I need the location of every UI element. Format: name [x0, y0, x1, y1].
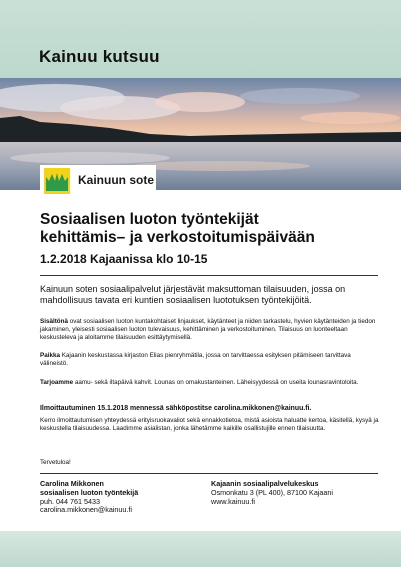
location-paragraph — [40, 352, 380, 368]
details-paragraph: Kerro ilmoittautumisen yhteydessä erityisruokavaliot sekä ennakkotietoa, mistä asioista haluatte kertoa, käsitellä, kysyä ja keskustella tilaisuudessa. Laadimme asialistan, jonka lähetämme kaikille osallistujille ennen tilaisuutta. — [40, 417, 379, 433]
location-label: Paikka — [40, 352, 60, 359]
content-paragraph — [40, 318, 380, 343]
contact-email: carolina.mikkonen@kainuu.fi — [40, 505, 132, 515]
header-band — [0, 0, 401, 78]
event-title — [40, 211, 380, 247]
contact-role: sosiaalisen luoton työntekijä — [40, 487, 139, 497]
event-title-line2: kehittämis– ja verkostoitumispäivään — [40, 229, 315, 246]
offer-label: Tarjoamme — [40, 379, 74, 386]
event-date: 1.2.2018 Kajaanissa klo 10-15 — [40, 252, 208, 266]
content-text: ovat sosiaalisen luoton kuntakohtaiset linjaukset, käytänteet ja niiden tarkastelu, hyvien käytänteiden ja tiedon jakaminen, yleisesti sosiaalisen luoton tulevaisuus, kehittäminen ja verkostoituminen. Tilaisuus on luonteeltaan keskusteleva ja aloitamme tilaisuuden esittäytymisellä. — [40, 318, 376, 342]
divider-top — [40, 275, 378, 276]
event-title-line1: Sosiaalisen luoton työntekijät — [40, 211, 259, 228]
welcome-text: Tervetuloa! — [40, 459, 71, 466]
org-website: www.kainuu.fi — [211, 496, 255, 506]
offer-paragraph — [40, 379, 380, 387]
footer-band — [0, 531, 401, 567]
contact-person — [40, 480, 138, 515]
org-address: Osmonkatu 3 (PL 400), 87100 Kajaani — [211, 487, 333, 497]
contact-name: Carolina Mikkonen — [40, 479, 104, 488]
contact-phone: puh. 044 761 5433 — [40, 496, 100, 506]
offer-text: aamu- sekä iltapäivä kahvit. Lounas on omakustanteinen. Läheisyydessä on useita lounasravintoloita. — [73, 379, 359, 386]
logo-mark-icon — [44, 168, 70, 194]
divider-bottom — [40, 473, 378, 474]
intro-text: Kainuun soten sosiaalipalvelut järjestävät maksuttoman tilaisuuden, jossa on mahdollisuus tavata eri kuntien sosiaalisen luototuksen työntekijöitä. — [40, 284, 346, 305]
logo-text: Kainuun sote — [78, 173, 155, 187]
org-name: Kajaanin sosiaalipalvelukeskus — [211, 479, 319, 488]
kainuun-sote-logo — [40, 165, 156, 197]
content-label: Sisältönä — [40, 318, 68, 325]
location-text: Kajaanin keskustassa kirjaston Elias pienryhmätila, jossa on tarvittaessa esityksen pitämiseen tarvittava välineistö. — [40, 352, 351, 368]
page-title: Kainuu kutsuu — [39, 47, 160, 66]
contact-organization — [211, 480, 333, 506]
registration-line: Ilmoittautuminen 15.1.2018 mennessä sähköpostitse carolina.mikkonen@kainuu.fi. — [40, 405, 312, 412]
